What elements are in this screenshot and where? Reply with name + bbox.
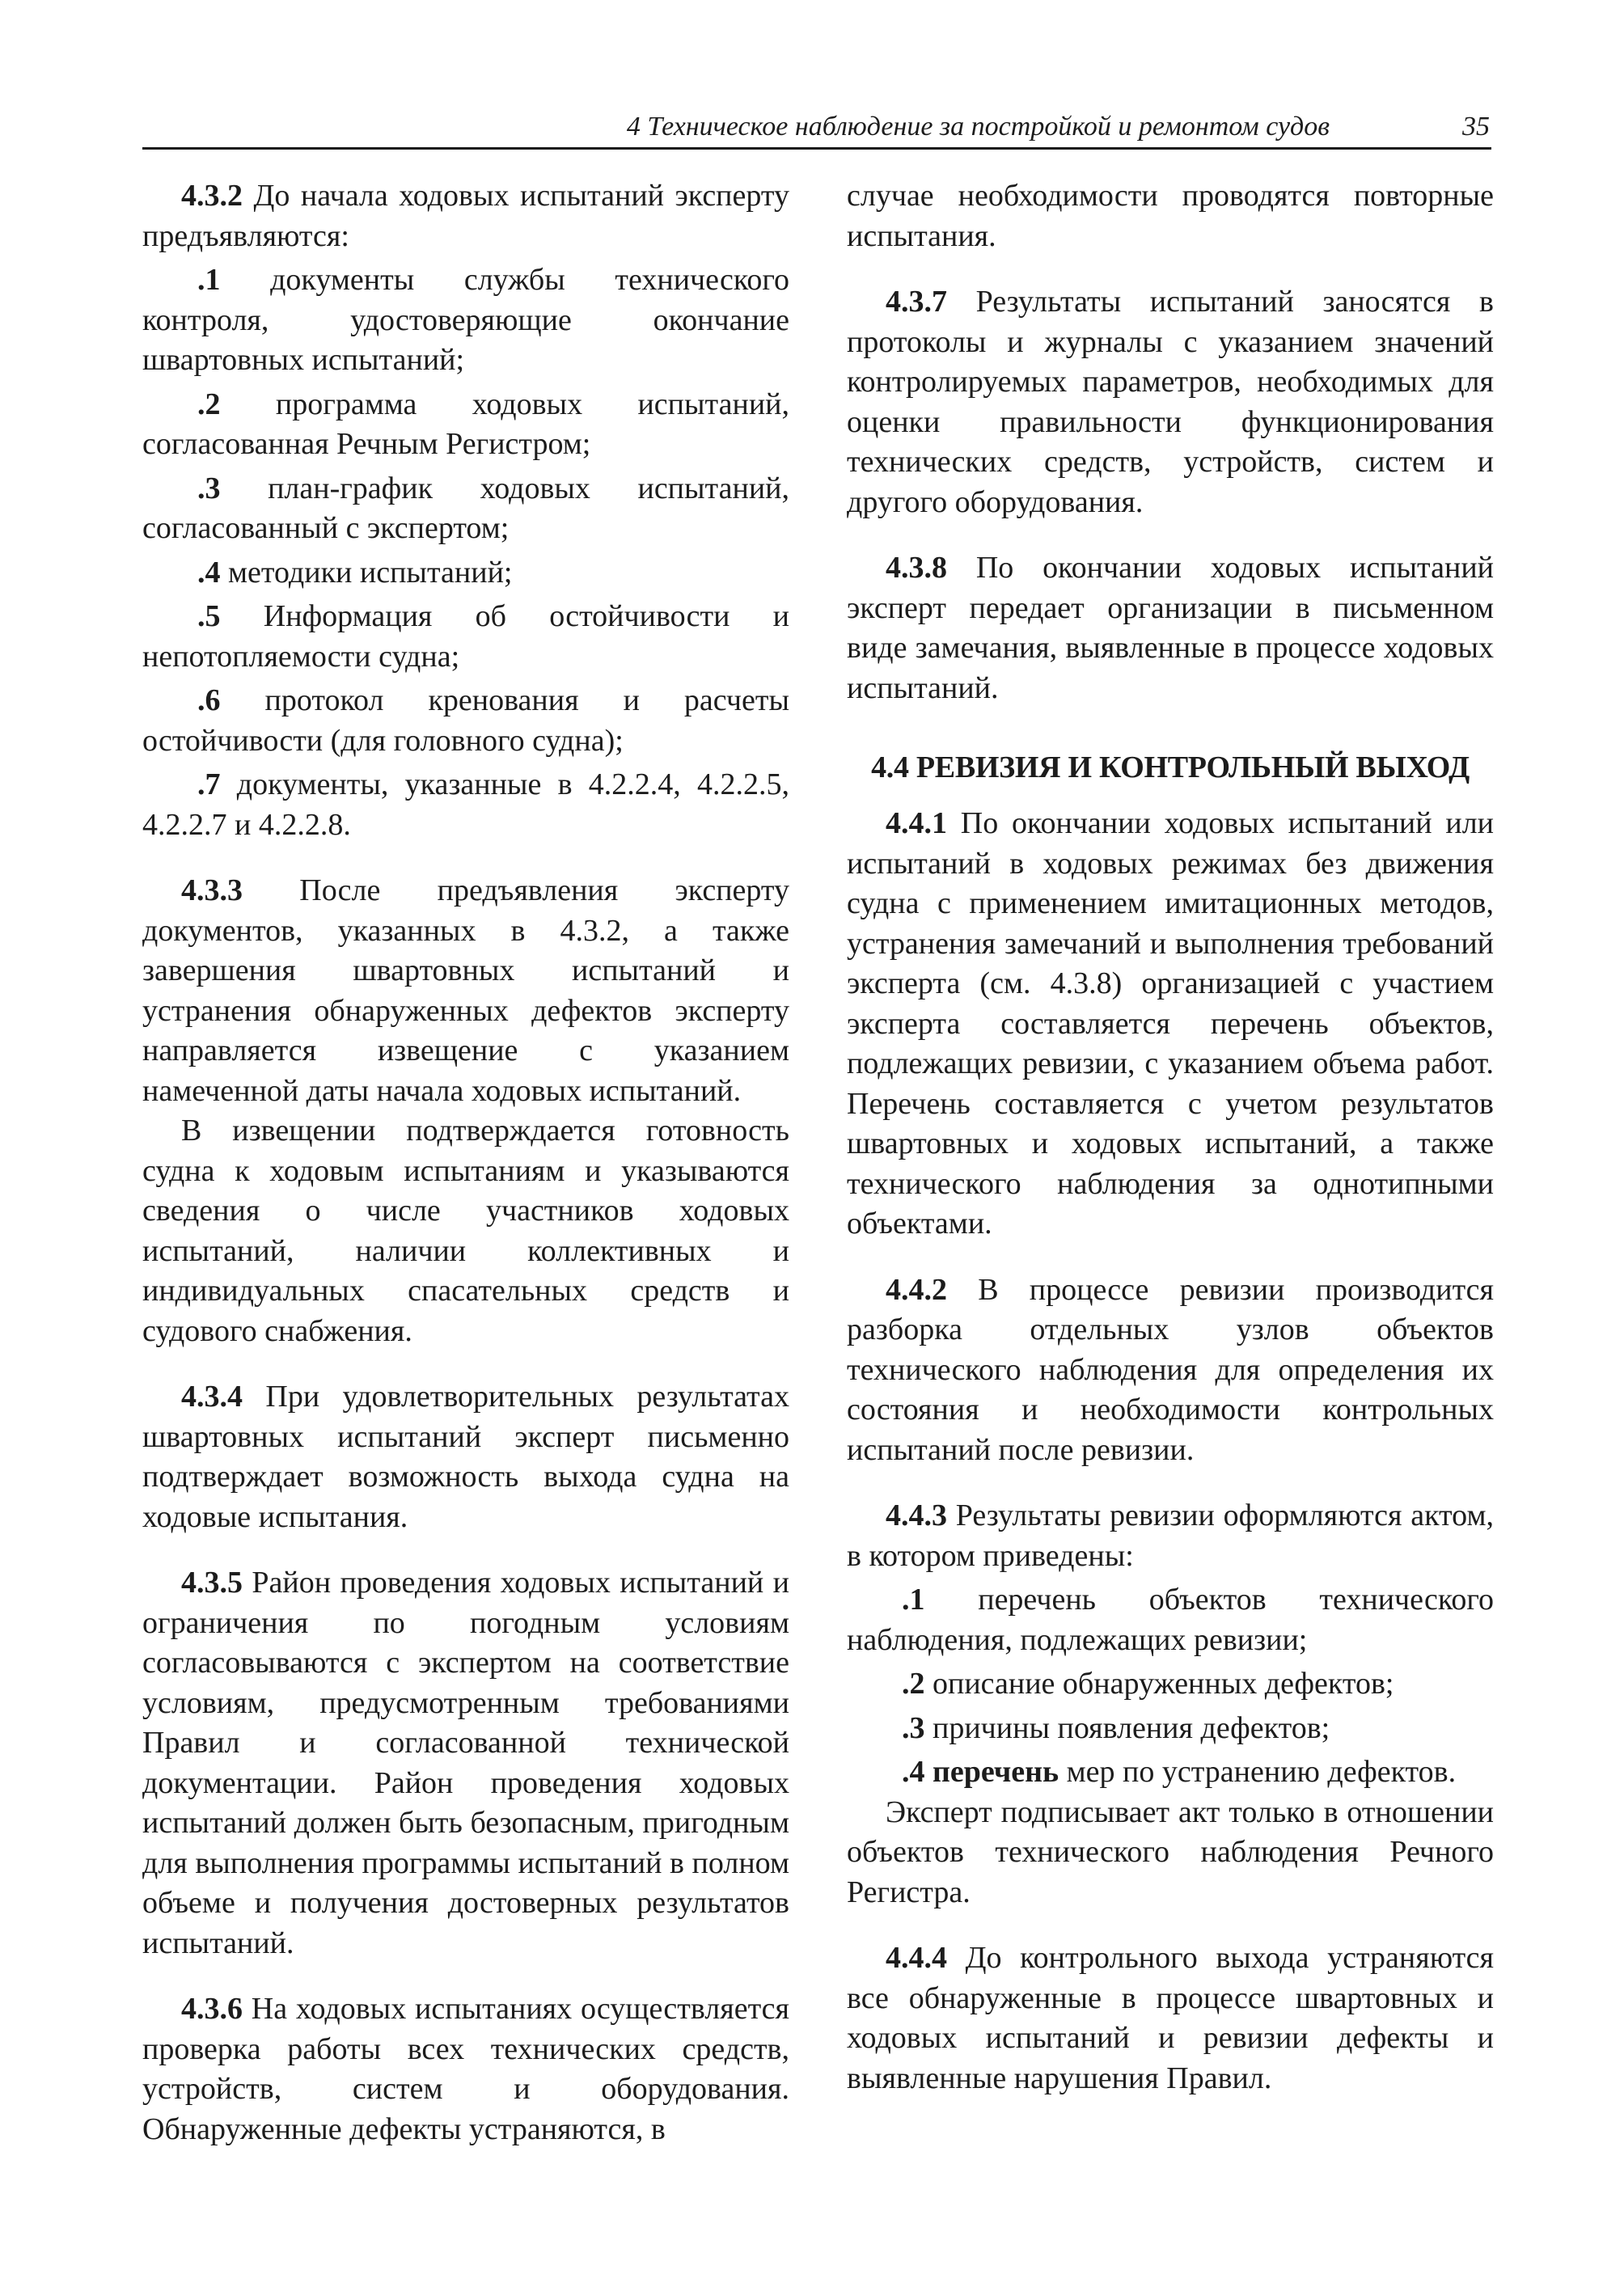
list-item-number: .7: [197, 767, 221, 801]
list-item: [142, 553, 789, 594]
list-item-number: .4: [197, 555, 221, 590]
right-column: [847, 176, 1494, 2099]
list-item: [847, 1752, 1494, 1793]
paragraph-number: 4.3.8: [886, 551, 947, 585]
paragraph-text: Результаты испытаний заносятся в протоколы и журналы с указанием значений контролируемых параметров, необходимых для оценки правильности функционирования технических средств, устройств, систем и другого оборудования.: [847, 285, 1494, 519]
list-item-text: мер по устранению дефектов.: [1059, 1755, 1457, 1789]
section-heading: 4.4 РЕВИЗИЯ И КОНТРОЛЬНЫЙ ВЫХОД: [871, 750, 1470, 784]
list-item-number: .3: [197, 471, 221, 505]
list-item: [142, 385, 789, 465]
list-item-text: описание обнаруженных дефектов;: [924, 1667, 1394, 1701]
list-item-text: документы, указанные в 4.2.2.4, 4.2.2.5, 4.2.2.7 и 4.2.2.8.: [142, 767, 789, 842]
list-item: [847, 1664, 1494, 1705]
list-item: [142, 260, 789, 381]
paragraph-number: 4.4.1: [886, 806, 947, 840]
running-header: [142, 102, 1491, 150]
list-item: [142, 469, 789, 549]
paragraph-4-3-5: [142, 1563, 789, 1963]
list-item-text: программа ходовых испытаний, согласованная Речным Регистром;: [142, 387, 789, 461]
list-item: [142, 597, 789, 677]
list-item-number: .1: [902, 1583, 925, 1617]
paragraph-number: 4.4.3: [886, 1498, 947, 1532]
paragraph-4-3-6-continued: случае необходимости проводятся повторные испытания.: [847, 179, 1494, 253]
paragraph-4-4-2: [847, 1270, 1494, 1471]
paragraph-4-4-4: [847, 1938, 1494, 2099]
list-item-number: .2: [902, 1667, 925, 1701]
list-item-number: .3: [902, 1710, 925, 1745]
paragraph-number: 4.3.6: [181, 1992, 243, 2026]
paragraph-text: Район проведения ходовых испытаний и ограничения по погодным условиям согласовываются с экспертом на соответствие условиям, предусмотренным требованиями Правил и согласованной технической документации. Район проведения ходовых испытаний должен быть безопасным, пригодным для выполнения программы испытаний в полном объеме и получения достоверных результатов испытаний.: [142, 1566, 789, 1960]
paragraph-text: При удовлетворительных результатах швартовных испытаний эксперт письменно подтверждает возможность выхода судна на ходовые испытания.: [142, 1380, 789, 1534]
paragraph-4-3-3-continued: В извещении подтверждается готовность судна к ходовым испытаниям и указываются сведения о числе участников ходовых испытаний, наличии коллективных и индивидуальных спасательных средств и судового снабжения.: [142, 1114, 789, 1348]
paragraph-text: По окончании ходовых испытаний или испытаний в ходовых режимах без движения судна с применением имитационных методов, устранения замечаний и выполнения требований эксперта (см. 4.3.8) организацией с участием эксперта составляется перечень объектов, подлежащих ревизии, с указанием объема работ. Перечень составляется с учетом результатов швартовных и ходовых испытаний, а также технического наблюдения за однотипными объектами.: [847, 806, 1494, 1241]
paragraph-number: 4.4.2: [886, 1272, 947, 1307]
list-item: [142, 681, 789, 761]
paragraph-number: 4.4.4: [886, 1941, 947, 1975]
paragraph-number: 4.3.4: [181, 1380, 243, 1414]
running-header-title: 4 Техническое наблюдение за постройкой и ремонтом судов: [626, 112, 1330, 142]
list-item-text: причины появления дефектов;: [924, 1710, 1330, 1745]
paragraph-text: До начала ходовых испытаний эксперту предъявляются:: [142, 179, 789, 253]
list-item-number: .2: [197, 387, 221, 421]
list-item-number: .6: [197, 683, 221, 717]
list-item: [847, 1709, 1494, 1749]
list-item-number: .4 перечень: [902, 1755, 1059, 1789]
list-item-text: документы службы технического контроля, удостоверяющие окончание швартовных испытаний;: [142, 263, 789, 377]
paragraph-text: До контрольного выхода устраняются все обнаруженные в процессе швартовных и ходовых испытаний и ревизии дефекты и выявленные нарушения Правил.: [847, 1941, 1494, 2095]
paragraph-4-3-7: [847, 282, 1494, 522]
paragraph-text: После предъявления эксперту документов, указанных в 4.3.2, а также завершения швартовных испытаний и устранения обнаруженных дефектов эксперту направляется извещение с указанием намеченной даты начала ходовых испытаний.: [142, 873, 789, 1108]
list-item-text: методики испытаний;: [220, 555, 513, 590]
page-number: 35: [1462, 112, 1490, 142]
paragraph-text: В процессе ревизии производится разборка отдельных узлов объектов технического наблюдения для определения их состояния и необходимости контрольных испытаний после ревизии.: [847, 1272, 1494, 1467]
paragraph-4-3-2: [142, 176, 789, 256]
paragraph-text: Результаты ревизии оформляются актом, в котором приведены:: [847, 1498, 1494, 1573]
paragraph-4-3-8: [847, 548, 1494, 708]
paragraph-number: 4.3.2: [181, 179, 243, 213]
list-item-number: .1: [197, 263, 221, 297]
paragraph-text: На ходовых испытаниях осуществляется проверка работы всех технических средств, устройств, систем и оборудования. Обнаруженные дефекты устраняются, в: [142, 1992, 789, 2146]
paragraph-number: 4.3.7: [886, 285, 947, 319]
paragraph-number: 4.3.5: [181, 1566, 243, 1600]
paragraph-4-4-3-continued: Эксперт подписывает акт только в отношении объектов технического наблюдения Речного Регистра.: [847, 1794, 1494, 1909]
list-item-number: .5: [197, 599, 221, 633]
paragraph-4-4-1: [847, 804, 1494, 1245]
list-item-text: план-график ходовых испытаний, согласованный с экспертом;: [142, 471, 789, 545]
list-item: [847, 1580, 1494, 1660]
left-column: [142, 176, 789, 2149]
list-item: [142, 765, 789, 845]
paragraph-text: По окончании ходовых испытаний эксперт передает организации в письменном виде замечания, выявленные в процессе ходовых испытаний.: [847, 551, 1494, 705]
paragraph-4-3-4: [142, 1377, 789, 1537]
paragraph-4-4-3: [847, 1496, 1494, 1576]
list-item-text: перечень объектов технического наблюдения, подлежащих ревизии;: [847, 1583, 1494, 1657]
paragraph-4-3-6: [142, 1989, 789, 2149]
list-item-text: Информация об остойчивости и непотопляемости судна;: [142, 599, 789, 674]
paragraph-number: 4.3.3: [181, 873, 243, 907]
paragraph-4-3-3: [142, 871, 789, 1111]
list-item-text: протокол кренования и расчеты остойчивости (для головного судна);: [142, 683, 789, 758]
